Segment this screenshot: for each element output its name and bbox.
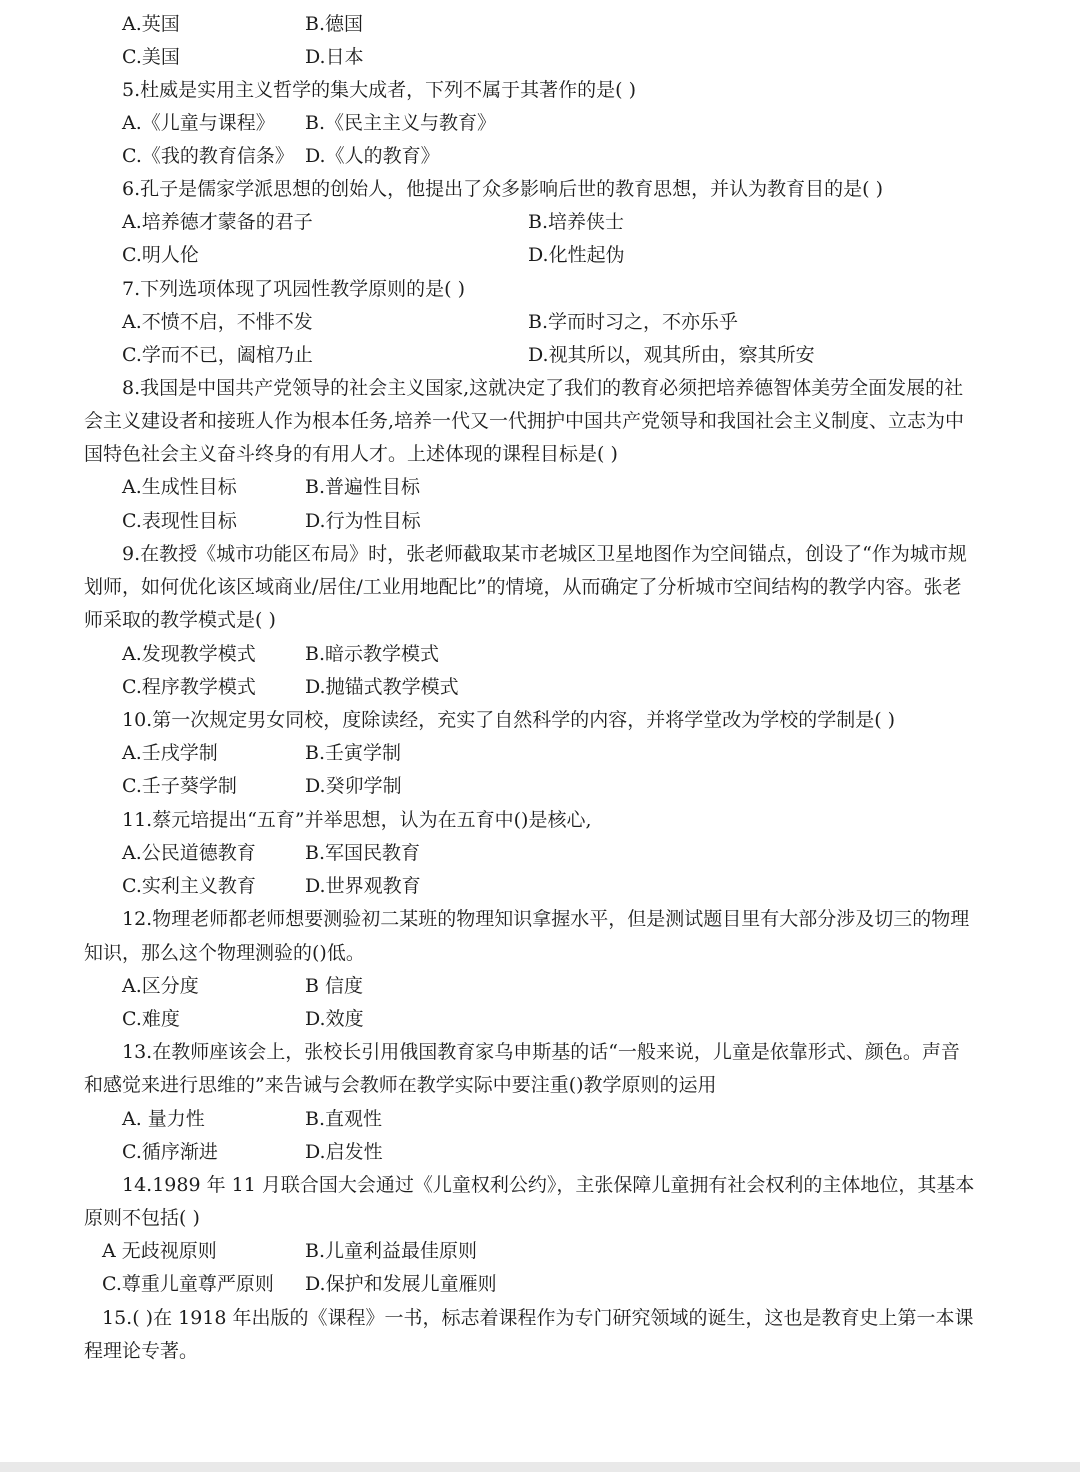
q9-stem-line-3	[0, 604, 1080, 637]
q12-option-c: C.难度	[122, 1008, 180, 1030]
q11-option-a: A.公民道德教育	[122, 842, 256, 864]
q5-stem-text: 5.杜威是实用主义哲学的集大成者，下列不属于其著作的是( )	[122, 79, 636, 101]
q10-option-a: A.壬戌学制	[122, 742, 218, 764]
q14-options-row-1	[0, 1235, 1080, 1268]
q10-option-b: B.壬寅学制	[305, 742, 402, 764]
q13-option-a: A. 量力性	[122, 1108, 205, 1130]
q15-stem-text-2: 程理论专著。	[84, 1340, 199, 1362]
q14-options-row-2	[0, 1268, 1080, 1301]
q13-options-row-2	[0, 1136, 1080, 1169]
q12-stem-text-2: 知识，那么这个物理测验的()低。	[84, 942, 365, 964]
q13-stem-text-2: 和感觉来进行思维的”来告诫与会教师在教学实际中要注重()教学原则的运用	[84, 1074, 717, 1096]
q7-option-a: A.不愤不启，不悱不发	[122, 311, 313, 333]
q4-option-b: B.德国	[305, 13, 364, 35]
q6-stem	[0, 173, 1080, 206]
q13-stem-text-1: 13.在教师座该会上，张校长引用俄国教育家乌申斯基的话“一般来说，儿童是依靠形式、颜色。声音	[122, 1041, 960, 1063]
q9-stem-line-1	[0, 538, 1080, 571]
q4-options-row-1	[0, 8, 1080, 41]
q12-stem-text-1: 12.物理老师都老师想要测验初二某班的物理知识拿握水平，但是测试题目里有大部分涉及切三的物理	[122, 908, 970, 930]
q11-option-d: D.世界观教育	[305, 875, 421, 897]
q9-stem-text-1: 9.在教授《城市功能区布局》时，张老师截取某市老城区卫星地图作为空间锚点，创设了“作为城市规	[122, 543, 967, 565]
q8-option-d: D.行为性目标	[305, 510, 421, 532]
q14-stem-line-1	[0, 1169, 1080, 1202]
q9-options-row-2	[0, 671, 1080, 704]
q10-stem-text: 10.第一次规定男女同校，度除读经，充实了自然科学的内容，并将学堂改为学校的学制是( )	[122, 709, 896, 731]
q13-options-row-1	[0, 1103, 1080, 1136]
q13-stem-line-2	[0, 1069, 1080, 1102]
q14-stem-text-1: 14.1989 年 11 月联合国大会通过《儿童权利公约》，主张保障儿童拥有社会权利的主体地位，其基本	[122, 1174, 975, 1196]
q8-option-b: B.普遍性目标	[305, 476, 421, 498]
q8-option-c: C.表现性目标	[122, 510, 237, 532]
q12-options-row-1	[0, 970, 1080, 1003]
q5-options-row-1	[0, 107, 1080, 140]
q7-option-b: B.学而时习之，不亦乐乎	[528, 311, 739, 333]
q8-stem-line-3	[0, 438, 1080, 471]
q5-option-d: D.《人的教育》	[305, 145, 440, 167]
q6-option-b: B.培养侠士	[528, 211, 625, 233]
q12-option-b: B 信度	[305, 975, 364, 997]
q11-options-row-1	[0, 837, 1080, 870]
q5-option-b: B.《民主主义与教育》	[305, 112, 497, 134]
q14-option-c: C.尊重儿童尊严原则	[102, 1273, 274, 1295]
q15-stem-line-1	[0, 1302, 1080, 1335]
q5-option-c: C.《我的教育信条》	[122, 145, 294, 167]
q8-options-row-2	[0, 505, 1080, 538]
q6-options-row-2	[0, 239, 1080, 272]
q8-options-row-1	[0, 471, 1080, 504]
q14-option-a: A 无歧视原则	[102, 1240, 217, 1262]
q4-option-a: A.英国	[122, 13, 180, 35]
q9-options-row-1	[0, 638, 1080, 671]
q8-stem-line-2	[0, 405, 1080, 438]
q9-stem-line-2	[0, 571, 1080, 604]
q12-option-a: A.区分度	[122, 975, 199, 997]
q15-stem-line-2	[0, 1335, 1080, 1368]
q10-option-c: C.壬子葵学制	[122, 775, 237, 797]
q7-option-d: D.视其所以，观其所由，察其所安	[528, 344, 815, 366]
q11-options-row-2	[0, 870, 1080, 903]
page-bottom-edge	[0, 1462, 1080, 1472]
q8-stem-line-1	[0, 372, 1080, 405]
q11-stem	[0, 804, 1080, 837]
q5-stem	[0, 74, 1080, 107]
q11-stem-text: 11.蔡元培提出“五育”并举思想，认为在五育中()是核心,	[122, 809, 592, 831]
q11-option-c: C.实利主义教育	[122, 875, 256, 897]
q5-options-row-2	[0, 140, 1080, 173]
q5-option-a: A.《儿童与课程》	[122, 112, 275, 134]
q4-options-row-2	[0, 41, 1080, 74]
q15-stem-text-1: 15.( )在 1918 年出版的《课程》一书，标志着课程作为专门研究领域的诞生，这也是教育史上第一本课	[102, 1307, 974, 1329]
q9-option-c: C.程序教学模式	[122, 676, 256, 698]
q9-option-d: D.抛锚式教学模式	[305, 676, 459, 698]
q9-option-a: A.发现教学模式	[122, 643, 256, 665]
q10-options-row-2	[0, 770, 1080, 803]
q13-stem-line-1	[0, 1036, 1080, 1069]
q12-options-row-2	[0, 1003, 1080, 1036]
q10-option-d: D.癸卯学制	[305, 775, 402, 797]
q6-stem-text: 6.孔子是儒家学派思想的创始人，他提出了众多影响后世的教育思想，并认为教育目的是( )	[122, 178, 883, 200]
q7-stem	[0, 273, 1080, 306]
q6-option-c: C.明人伦	[122, 244, 199, 266]
q8-stem-text-2: 会主义建设者和接班人作为根本任务,培养一代又一代拥护中国共产党领导和我国社会主义制度、立志为中	[84, 410, 965, 432]
q14-option-b: B.儿童利益最佳原则	[305, 1240, 478, 1262]
q13-option-c: C.循序渐进	[122, 1141, 218, 1163]
q7-option-c: C.学而不已，阖棺乃止	[122, 344, 313, 366]
q6-option-a: A.培养德才蒙备的君子	[122, 211, 313, 233]
q8-stem-text-1: 8.我国是中国共产党领导的社会主义国家,这就决定了我们的教育必须把培养德智体美劳全面发展的社	[122, 377, 964, 399]
q9-stem-text-3: 师采取的教学模式是( )	[84, 609, 276, 631]
q12-stem-line-1	[0, 903, 1080, 936]
q12-option-d: D.效度	[305, 1008, 364, 1030]
q7-options-row-1	[0, 306, 1080, 339]
q11-option-b: B.军国民教育	[305, 842, 421, 864]
q8-option-a: A.生成性目标	[122, 476, 237, 498]
q12-stem-line-2	[0, 937, 1080, 970]
q13-option-d: D.启发性	[305, 1141, 383, 1163]
q14-stem-line-2	[0, 1202, 1080, 1235]
q7-stem-text: 7.下列选项体现了巩园性教学原则的是( )	[122, 278, 465, 300]
q8-stem-text-3: 国特色社会主义奋斗终身的有用人才。上述体现的课程目标是( )	[84, 443, 618, 465]
q9-option-b: B.暗示教学模式	[305, 643, 440, 665]
q10-stem	[0, 704, 1080, 737]
q4-option-c: C.美国	[122, 46, 180, 68]
q14-option-d: D.保护和发展儿童雁则	[305, 1273, 497, 1295]
q13-option-b: B.直观性	[305, 1108, 383, 1130]
q6-options-row-1	[0, 206, 1080, 239]
q4-option-d: D.日本	[305, 46, 364, 68]
q6-option-d: D.化性起伪	[528, 244, 625, 266]
q7-options-row-2	[0, 339, 1080, 372]
q9-stem-text-2: 划师，如何优化该区域商业/居住/工业用地配比”的情境，从而确定了分析城市空间结构的教学内容。张老	[84, 576, 962, 598]
q14-stem-text-2: 原则不包括( )	[84, 1207, 200, 1229]
q10-options-row-1	[0, 737, 1080, 770]
